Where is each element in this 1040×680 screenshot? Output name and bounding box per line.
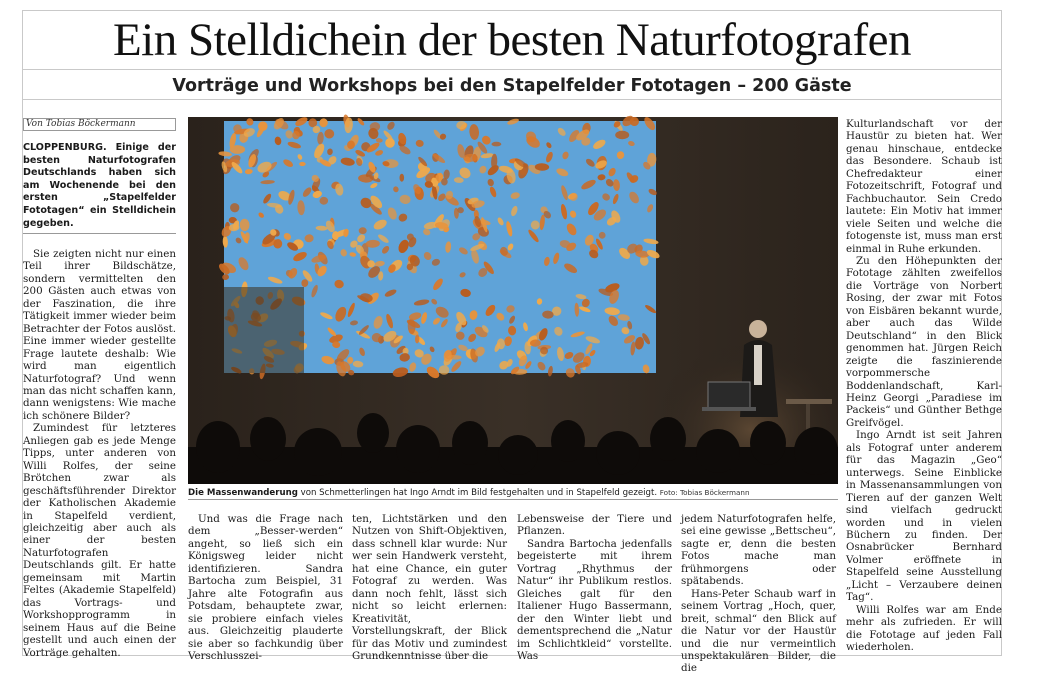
paragraph: Zumindest für letzteres Anliegen gab es jede Menge Tipps, unter anderen von Willi Rolfes, der seine Brötchen zwar als geschäftsführender Direktor der Katholischen Akademie in Stapelfeld verdient, gleichzeitig aber auch als einer der besten Naturfotografen Deutschlands gilt. Er hatte gemeinsam mit Martin Feltes (Akademie Stapelfeld) das Vortrags- und Workshopprogramm in seinem Haus auf die Beine gestellt und auch einen der Vorträge gehalten. bbox=[23, 422, 176, 659]
subheadline: Vorträge und Workshops bei den Stapelfelder Fototagen – 200 Gäste bbox=[22, 72, 1002, 100]
article-photo bbox=[188, 117, 838, 484]
butterfly-projection bbox=[188, 117, 838, 484]
paragraph: Ingo Arndt ist seit Jahren als Fotograf unter anderem für das Magazin „Geo“ unterwegs. Seine Einblicke in Massenansammlungen von Tieren auf der ganzen Welt sind vielfach gedruckt worden und in vielen Büchern zu finden. Der Osnabrücker Bernhard Volmer eröffnete in Stapelfeld seine Ausstellung „Licht – Verzaubere deinen Tag“. bbox=[846, 429, 1002, 604]
butterfly-mark bbox=[400, 174, 405, 182]
column-1 bbox=[23, 248, 176, 659]
paragraph: Zu den Höhepunkten der Fototage zählten zweifellos die Vorträge von Norbert Rosing, der zwar mit Fotos von Eisbären bekannt wurde, aber auch das Wilde Deutschland“ in den Blick genommen hat. Jürgen Reich zeigte die faszinierende vorpommersche Boddenlandschaft, Karl-Heinz Georgi „Paradiese im Packeis“ und Günther Bethge Greifvögel. bbox=[846, 254, 1002, 429]
column-6 bbox=[846, 118, 1002, 656]
paragraph: Lebensweise der Tiere und Pflanzen. bbox=[517, 513, 672, 538]
lead-paragraph: CLOPPENBURG. Einige der besten Naturfotografen Deutschlands haben sich am Wochenende bei den ersten „Stapelfelder Fototagen“ ein Stelldichein gegeben. bbox=[23, 142, 176, 234]
paragraph: Hans-Peter Schaub warf in seinem Vortrag „Hoch, quer, breit, schmal“ den Blick auf die Natur vor der Haustür und die nur vermeintlich unspektakulären Bilder, die die bbox=[681, 587, 836, 675]
paragraph: Kulturlandschaft vor der Haustür zu bieten hat. Wer genau hinschaue, entdecke das Besondere. Schaub ist Chefredakteur einer Fotozeitschrift, Fotograf und Fachbuchautor. Sein Credo lautete: Ein Motiv hat immer viele Seiten und welche die fotogenste ist, muss man erst einmal in Ruhe erkunden. bbox=[846, 118, 1002, 255]
photo-caption bbox=[188, 486, 838, 500]
column-3 bbox=[352, 513, 507, 662]
paragraph: Und was die Frage nach dem „Besser-werden“ angeht, so ließ sich ein Königsweg leider nicht identifizieren. Sandra Bartocha zum Beispiel, 31 Jahre alte Fotografin aus Potsdam, behauptete zwar, sie probiere einfach vieles aus. Gleichzeitig plauderte sie aber so fachkundig über Verschlusszei- bbox=[188, 513, 343, 662]
caption-title: Die Massenwanderung bbox=[188, 488, 298, 498]
column-5 bbox=[681, 513, 836, 675]
caption-text: von Schmetterlingen hat Ingo Arndt im Bild festgehalten und in Stapelfeld gezeigt. bbox=[297, 488, 658, 498]
butterfly-mark bbox=[439, 365, 450, 375]
paragraph: Sandra Bartocha jedenfalls begeisterte mit ihrem Vortrag „Rhythmus der Natur“ ihr Publikum restlos. Gleiches galt für den Italiener Hugo Bassermann, der den Winter liebt und dementsprechend die „Natur im Schlichtkleid“ vorstellte. Was bbox=[517, 537, 672, 662]
byline: Von Tobias Böckermann bbox=[23, 118, 176, 131]
column-2 bbox=[188, 513, 343, 662]
paragraph: jedem Naturfotografen helfe, sei eine gewisse „Bettscheu“, sagte er, denn die besten Fotos mache man frühmorgens oder spätabends. bbox=[681, 513, 836, 588]
butterfly-mark bbox=[492, 142, 502, 147]
paragraph: Sie zeigten nicht nur einen Teil ihrer Bildschätze, sondern vermittelten den 200 Gästen auch etwas von der Faszination, die ihre Tätigkeit immer wieder beim Betrachter der Fotos auslöst. Eine immer wieder gestellte Frage lautete deshalb: Wie wird man eigentlich Naturfotograf? Und wenn man das nicht schaffen kann, dann wenigstens: Wie mache ich schönere Bilder? bbox=[23, 248, 176, 422]
paragraph: Willi Rolfes war am Ende mehr als zufrieden. Er will die Fototage auf jeden Fall wiederholen. bbox=[846, 603, 1002, 654]
photo-credit: Foto: Tobias Böckermann bbox=[659, 488, 750, 497]
butterfly-mark bbox=[615, 131, 629, 139]
paragraph: ten, Lichtstärken und den Nutzen von Shift-Objektiven, dass schnell klar wurde: Nur wer sein Handwerk versteht, hat eine Chance, ein guter Fotograf zu werden. Was dann noch fehlt, lässt sich nicht so leicht erlernen: Kreativität, Vorstellungskraft, der Blick für das Motiv und zumindest Grundkenntnisse über die bbox=[352, 513, 507, 662]
butterfly-mark bbox=[299, 162, 306, 166]
laptop-icon bbox=[702, 382, 756, 411]
headline: Ein Stelldichein der besten Naturfotografen bbox=[22, 10, 1002, 70]
column-4 bbox=[517, 513, 672, 662]
